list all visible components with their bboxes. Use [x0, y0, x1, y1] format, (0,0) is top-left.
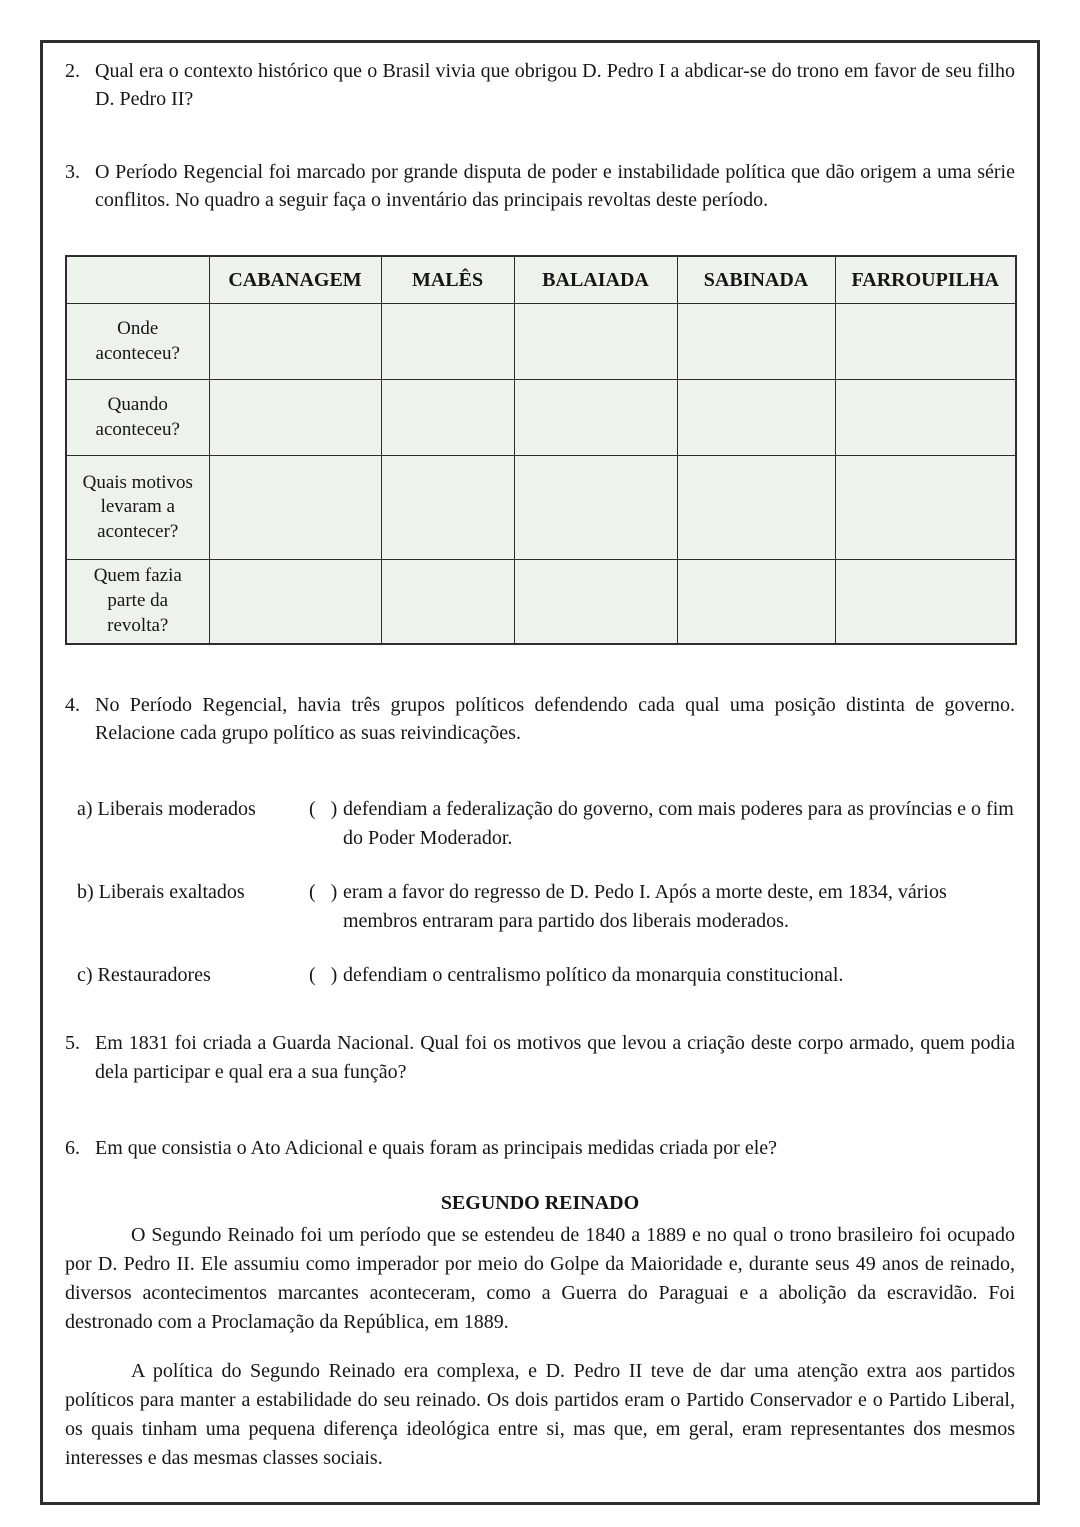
answer-cell — [835, 380, 1016, 456]
row-header-onde: Onde aconteceu? — [66, 304, 209, 380]
match-item-b-parentheses: ( ) — [309, 881, 338, 904]
match-item-a — [65, 795, 1015, 852]
answer-cell — [835, 304, 1016, 380]
answer-cell — [381, 380, 514, 456]
table-row — [66, 456, 1016, 560]
question-5-number: 5. — [65, 1032, 80, 1055]
answer-cell — [209, 456, 381, 560]
section-paragraph-2: A política do Segundo Reinado era complexa, e D. Pedro II teve de dar uma atenção extra aos partidos políticos para manter a estabilidade do seu reinado. Os dois partidos eram o Partido Conservador e o Partido Liberal, os quais tinham uma pequena diferença ideológica entre si, mas que, em geral, eram representantes dos mesmos interesses e das mesmas classes sociais. — [65, 1360, 1015, 1470]
column-header-empty — [66, 256, 209, 304]
match-item-b — [65, 878, 1015, 935]
question-4 — [65, 691, 1015, 748]
section-paragraph-1: O Segundo Reinado foi um período que se estendeu de 1840 a 1889 e no qual o trono brasileiro foi ocupado por D. Pedro II. Ele assumiu como imperador por meio do Golpe da Maioridade e, durante seus 49 anos de reinado, diversos acontecimentos marcantes aconteceram, como a Guerra do Paraguai e a abolição da escravidão. Foi destronado com a Proclamação da República, em 1889. — [65, 1224, 1015, 1334]
match-item-c — [65, 961, 1015, 989]
match-item-b-text: eram a favor do regresso de D. Pedo I. Após a morte deste, em 1834, vários membros entraram para partido dos liberais moderados. — [343, 881, 947, 932]
answer-cell — [677, 304, 835, 380]
column-header-sabinada: SABINADA — [677, 256, 835, 304]
question-5 — [65, 1029, 1015, 1086]
table-header-row — [66, 256, 1016, 304]
answer-cell — [514, 560, 677, 644]
revolts-table — [65, 255, 1017, 645]
answer-cell — [677, 380, 835, 456]
answer-cell — [381, 560, 514, 644]
question-3 — [65, 158, 1015, 215]
page-border-frame — [40, 40, 1040, 1505]
match-item-a-text: defendiam a federalização do governo, com mais poderes para as províncias e o fim do Poder Moderador. — [343, 798, 1014, 849]
column-header-balaiada: BALAIADA — [514, 256, 677, 304]
question-2-text: Qual era o contexto histórico que o Brasil vivia que obrigou D. Pedro I a abdicar-se do trono em favor de seu filho D. Pedro II? — [95, 60, 1015, 111]
table-row — [66, 304, 1016, 380]
column-header-cabanagem: CABANAGEM — [209, 256, 381, 304]
question-6-number: 6. — [65, 1137, 80, 1160]
answer-cell — [381, 456, 514, 560]
match-item-c-parentheses: ( ) — [309, 963, 338, 986]
row-header-quem: Quem fazia parte da revolta? — [66, 560, 209, 644]
answer-cell — [514, 304, 677, 380]
answer-cell — [209, 560, 381, 644]
answer-cell — [835, 456, 1016, 560]
table-row — [66, 560, 1016, 644]
section-title: SEGUNDO REINADO — [440, 1192, 640, 1215]
match-item-a-parentheses: ( ) — [309, 798, 338, 821]
answer-cell — [677, 560, 835, 644]
question-2-number: 2. — [65, 60, 80, 82]
match-item-b-label: b) Liberais exaltados — [77, 881, 245, 904]
column-header-males: MALÊS — [381, 256, 514, 304]
answer-cell — [514, 456, 677, 560]
question-4-text: No Período Regencial, havia três grupos políticos defendendo cada qual uma posição distinta de governo. Relacione cada grupo político as suas reivindicações. — [95, 693, 1015, 744]
table-row — [66, 380, 1016, 456]
answer-cell — [677, 456, 835, 560]
question-5-text: Em 1831 foi criada a Guarda Nacional. Qual foi os motivos que levou a criação deste corpo armado, quem podia dela participar e qual era a sua função? — [95, 1032, 1015, 1083]
answer-cell — [514, 380, 677, 456]
match-item-c-text: defendiam o centralismo político da monarquia constitucional. — [343, 963, 844, 986]
match-item-a-label: a) Liberais moderados — [77, 798, 256, 821]
answer-cell — [835, 560, 1016, 644]
row-header-quando: Quando aconteceu? — [66, 380, 209, 456]
question-6 — [65, 1134, 1015, 1162]
answer-cell — [209, 380, 381, 456]
row-header-motivos: Quais motivos levaram a acontecer? — [66, 456, 209, 560]
question-6-text: Em que consistia o Ato Adicional e quais foram as principais medidas criada por ele? — [95, 1137, 778, 1160]
answer-cell — [381, 304, 514, 380]
match-item-c-label: c) Restauradores — [77, 963, 211, 986]
answer-cell — [209, 304, 381, 380]
column-header-farroupilha: FARROUPILHA — [835, 256, 1016, 304]
question-3-number: 3. — [65, 160, 80, 183]
question-3-text: O Período Regencial foi marcado por grande disputa de poder e instabilidade política que dão origem a uma série conflitos. No quadro a seguir faça o inventário das principais revoltas deste período. — [95, 160, 1015, 212]
question-4-number: 4. — [65, 693, 80, 716]
question-2 — [65, 57, 1015, 114]
matching-list — [65, 795, 1015, 989]
